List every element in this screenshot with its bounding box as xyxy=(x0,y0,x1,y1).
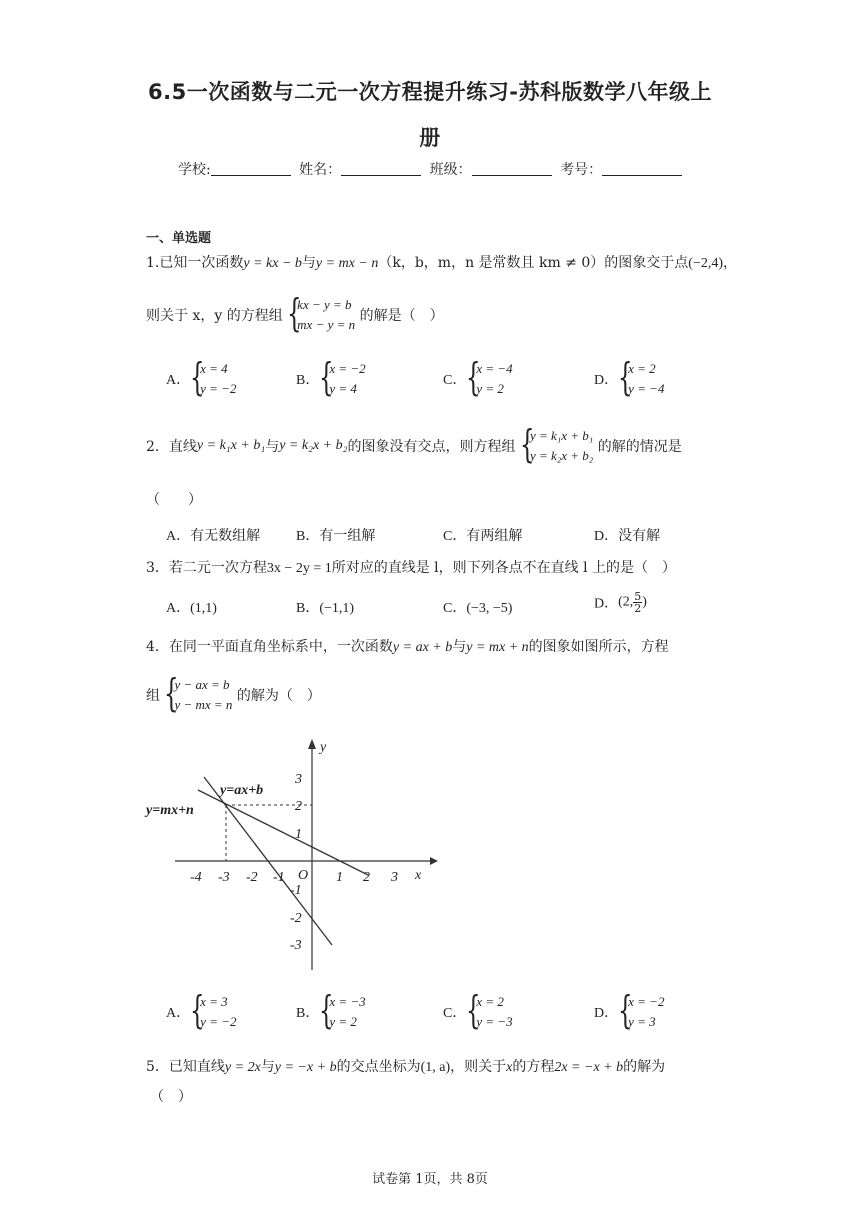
school-blank xyxy=(211,161,291,176)
y-tick-label: 2 xyxy=(295,799,302,814)
x-tick-label: -4 xyxy=(190,870,202,885)
section-heading: 一、单选题 xyxy=(146,231,212,246)
q4-option-b[interactable]: B． { x = −3 y = 2 xyxy=(296,988,366,1032)
x-tick-label: -1 xyxy=(273,870,285,885)
y-axis-arrow xyxy=(308,739,316,749)
x-tick-label: 3 xyxy=(391,870,398,885)
q4-coordinate-graph xyxy=(140,735,440,980)
q4-equation-system: { y − ax = b y − mx = n xyxy=(164,671,233,715)
question-5-line2: （ ） xyxy=(150,1089,192,1105)
x-axis-arrow xyxy=(430,857,438,865)
page-title-cont: 册 xyxy=(419,126,441,150)
x-tick-label: -3 xyxy=(218,870,230,885)
question-1-line2: 则关于 x，y 的方程组 { kx − y = b mx − y = n 的解是（ ） xyxy=(146,291,444,335)
x-tick-label: -2 xyxy=(246,870,258,885)
q3-option-a[interactable]: A．(1,1) xyxy=(166,601,217,616)
question-1-line1: 1.已知一次函数y = kx − b与y = mx − n（k，b，m，n 是常数且 km ≠ 0）的图象交于点(−2,4)， xyxy=(146,255,738,271)
y-tick-label: 1 xyxy=(295,827,302,842)
q1-option-c[interactable]: C． { x = −4 y = 2 xyxy=(443,355,513,399)
page-title: 6.5一次函数与二元一次方程提升练习-苏科版数学八年级上 xyxy=(148,80,712,104)
q3-option-d[interactable]: D．(2, $\frac{5}{2}$ ) xyxy=(594,590,647,615)
student-info xyxy=(178,159,686,179)
x-axis-label: x xyxy=(415,868,422,883)
x-tick-label: 2 xyxy=(363,870,370,885)
name-label: 姓名： xyxy=(299,162,342,178)
class-blank xyxy=(472,161,552,176)
y-axis-label: y xyxy=(320,740,327,755)
exam-no-blank xyxy=(602,161,682,176)
q2-option-c[interactable]: C．有两组解 xyxy=(443,528,523,544)
q1-option-b[interactable]: B． { x = −2 y = 4 xyxy=(296,355,366,399)
question-5-line1: 5．已知直线y = 2x与y = −x + b的交点坐标为(1, a)，则关于x的方程2x = −x + b的解为 xyxy=(146,1059,666,1075)
y-tick-label: 3 xyxy=(295,772,302,787)
question-2-line2: （ ） xyxy=(146,492,202,508)
line-mx-plus-n-label: y=mx+n xyxy=(146,803,194,818)
y-tick-label: -3 xyxy=(290,938,302,953)
x-tick-label: 1 xyxy=(336,870,343,885)
y-tick-label: -2 xyxy=(290,911,302,926)
q4-option-d[interactable]: D． { x = −2 y = 3 xyxy=(594,988,665,1032)
origin-label: O xyxy=(298,868,309,883)
class-label: 班级： xyxy=(429,162,472,178)
q1-option-a[interactable]: A． { x = 4 y = −2 xyxy=(166,355,237,399)
q4-option-c[interactable]: C． { x = 2 y = −3 xyxy=(443,988,513,1032)
page-footer: 试卷第 1页，共 8页 xyxy=(372,1172,488,1187)
q2-option-b[interactable]: B．有一组解 xyxy=(296,528,376,544)
q1-equation-system: { kx − y = b mx − y = n xyxy=(287,291,356,335)
y-tick-label: -1 xyxy=(290,883,302,898)
question-4-line1: 4．在同一平面直角坐标系中，一次函数y = ax + b与y = mx + n的图象如图所示，方程 xyxy=(146,639,669,655)
question-3: 3．若二元一次方程3x − 2y = 1所对应的直线是 l，则下列各点不在直线 l 上的是（ ） xyxy=(146,560,677,576)
name-blank xyxy=(341,161,421,176)
q2-option-d[interactable]: D．没有解 xyxy=(594,528,661,544)
line-ax-plus-b-label: y=ax+b xyxy=(220,783,264,798)
question-2-line1: 2．直线y = k₁x + b₁与y = k₂x + b₂的图象没有交点，则方程组 { y = k₁x + b₁ y = k₂x + b₂ 的解的情况是 xyxy=(146,422,682,466)
q1-option-d[interactable]: D． { x = 2 y = −4 xyxy=(594,355,665,399)
exam-no-label: 考号： xyxy=(560,162,603,178)
school-label: 学校: xyxy=(178,162,211,178)
q4-option-a[interactable]: A． { x = 3 y = −2 xyxy=(166,988,237,1032)
q3-option-c[interactable]: C．(−3, −5) xyxy=(443,601,513,616)
question-4-line2: 组 { y − ax = b y − mx = n 的解为（ ） xyxy=(146,671,321,715)
q2-option-a[interactable]: A．有无数组解 xyxy=(166,528,261,544)
q2-equation-system: { y = k₁x + b₁ y = k₂x + b₂ xyxy=(519,422,594,466)
q3-option-b[interactable]: B．(−1,1) xyxy=(296,601,355,616)
